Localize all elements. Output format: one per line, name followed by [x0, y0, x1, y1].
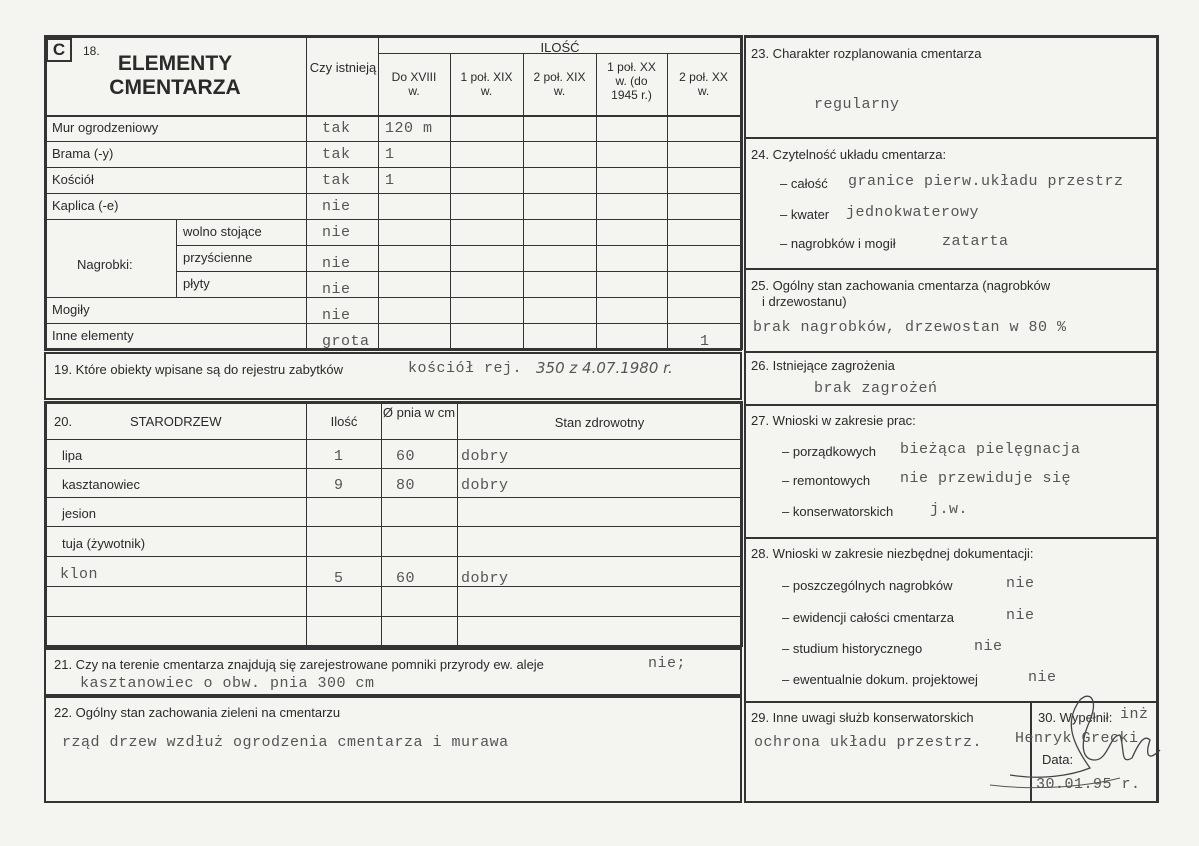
tree-name: tuja (żywotnik)	[62, 536, 146, 551]
tree-count: 1	[334, 448, 344, 465]
s23-value: regularny	[814, 96, 900, 113]
title-line-1: ELEMENTY	[117, 52, 233, 75]
grid-line	[176, 219, 177, 297]
grid-line	[44, 696, 742, 698]
list-item-label: – całość	[780, 176, 828, 191]
grid-line	[176, 245, 740, 246]
s22-value: rząd drzew wzdłuż ogrodzenia cmentarza i murawa	[62, 734, 509, 751]
s21-answer: nie;	[648, 655, 687, 672]
ilosc-header: ILOŚĆ	[540, 40, 580, 55]
element-row-value: 1	[385, 172, 395, 189]
tree-state: dobry	[461, 477, 509, 494]
grid-line	[44, 586, 740, 587]
list-item-label: – ewidencji całości cmentarza	[782, 610, 954, 625]
list-item-value: granice pierw.układu przestrz	[848, 173, 1124, 190]
grid-line	[44, 648, 742, 650]
list-item-value: nie przewiduje się	[900, 470, 1072, 487]
period-header: 2 poł. XIX w.	[533, 70, 586, 98]
list-item-label: – studium historycznego	[782, 641, 923, 656]
list-item-value: nie	[1028, 669, 1057, 686]
element-row-value: 120 m	[385, 120, 433, 137]
s30-label: 30. Wypełnił:	[1038, 710, 1113, 725]
grid-line	[744, 801, 1158, 803]
element-row-label: Kościół	[52, 172, 94, 187]
element-row-exists: tak	[322, 172, 351, 189]
col-exists-header: Czy istnieją	[309, 60, 377, 75]
s30-date: 30.01.95 r.	[1036, 776, 1141, 793]
list-item-value: bieżąca pielęgnacja	[900, 441, 1081, 458]
s20-col-diam: Ø pnia w cm	[382, 405, 456, 420]
element-row-exists: nie	[322, 307, 351, 324]
signature-icon	[970, 680, 1170, 800]
grid-line	[44, 401, 47, 647]
s30-name-1: inż	[1120, 706, 1149, 723]
element-row-label: Mogiły	[52, 302, 90, 317]
list-item-label: – remontowych	[782, 473, 871, 488]
grid-line	[44, 219, 740, 220]
tree-diam: 80	[396, 477, 416, 494]
section-letter: C	[46, 38, 72, 62]
grid-line	[744, 537, 1156, 539]
s21-line2: kasztanowiec o obw. pnia 300 cm	[80, 675, 375, 692]
list-item-value: j.w.	[930, 501, 969, 518]
grid-line	[44, 167, 740, 168]
tree-count: 9	[334, 477, 344, 494]
grid-line	[44, 556, 740, 557]
list-item-value: jednokwaterowy	[846, 204, 980, 221]
grid-line	[44, 348, 742, 351]
grid-line	[44, 352, 46, 400]
tree-name: kasztanowiec	[62, 477, 141, 492]
element-row-label: Inne elementy	[52, 328, 134, 343]
tree-count: 5	[334, 570, 344, 587]
section-title	[90, 52, 260, 100]
s30-name-2: Henryk Grecki	[1015, 730, 1139, 747]
grid-line	[457, 401, 458, 647]
list-item-value: nie	[1006, 575, 1035, 592]
grid-line	[744, 268, 1156, 270]
s20-col-count: Ilość	[330, 414, 358, 429]
nagrobki-label: Nagrobki:	[77, 257, 133, 272]
grid-line	[44, 468, 740, 469]
grid-line	[44, 141, 740, 142]
grid-line	[44, 801, 742, 803]
element-row-exists: tak	[322, 146, 351, 163]
tree-name: klon	[60, 566, 99, 583]
element-row-label: przyścienne	[183, 250, 253, 265]
list-item-label: – konserwatorskich	[782, 504, 894, 519]
grid-line	[740, 352, 742, 400]
s23-label: 23. Charakter rozplanowania cmentarza	[751, 46, 982, 61]
tree-diam: 60	[396, 570, 416, 587]
grid-line	[744, 404, 1156, 406]
period-header: 2 poł. XX w.	[679, 70, 728, 98]
period-header: Do XVIII w.	[391, 70, 437, 98]
element-row-label: Kaplica (-e)	[52, 198, 119, 213]
element-row-label: wolno stojące	[183, 224, 262, 239]
grid-line	[44, 323, 740, 324]
list-item-value: zatarta	[942, 233, 1009, 250]
grid-line	[744, 35, 1158, 38]
grid-line	[44, 297, 740, 298]
grid-line	[744, 137, 1156, 139]
grid-line	[740, 401, 743, 647]
grid-line	[744, 35, 746, 803]
s28-label: 28. Wnioski w zakresie niezbędnej dokumentacji:	[751, 546, 1034, 561]
grid-line	[44, 115, 740, 117]
list-item-label: – kwater	[780, 207, 830, 222]
element-row-label: Brama (-y)	[52, 146, 114, 161]
grid-line	[740, 648, 742, 695]
element-row-exists: grota	[322, 333, 370, 350]
s26-label: 26. Istniejące zagrożenia	[751, 358, 895, 373]
s24-label: 24. Czytelność układu cmentarza:	[751, 147, 947, 162]
s29-value: ochrona układu przestrz.	[754, 734, 983, 751]
list-item-label: – nagrobków i mogił	[780, 236, 896, 251]
element-row-exists: nie	[322, 224, 351, 241]
element-row-label: Mur ogrodzeniowy	[52, 120, 159, 135]
tree-state: dobry	[461, 448, 509, 465]
tree-name: jesion	[62, 506, 96, 521]
list-item-label: – porządkowych	[782, 444, 876, 459]
tree-diam: 60	[396, 448, 416, 465]
grid-line	[744, 351, 1156, 353]
period-header: 1 poł. XIX w.	[460, 70, 513, 98]
s20-col-state: Stan zdrowotny	[554, 415, 645, 430]
list-item-label: – poszczególnych nagrobków	[782, 578, 953, 593]
s30-date-label: Data:	[1042, 752, 1074, 767]
element-row-exists: nie	[322, 281, 351, 298]
grid-line	[44, 648, 46, 695]
grid-line	[44, 401, 742, 404]
element-row-exists: nie	[322, 255, 351, 272]
grid-line	[44, 398, 742, 400]
grid-line	[44, 696, 46, 803]
grid-line	[306, 401, 307, 647]
grid-line	[44, 526, 740, 527]
s25-value: brak nagrobków, drzewostan w 80 %	[753, 319, 1067, 336]
element-row-value: 1	[700, 333, 710, 350]
grid-line	[740, 696, 742, 803]
element-row-exists: tak	[322, 120, 351, 137]
list-item-value: nie	[974, 638, 1003, 655]
list-item-value: nie	[1006, 607, 1035, 624]
element-row-value: 1	[385, 146, 395, 163]
period-header: 1 poł. XX w. (do 1945 r.)	[607, 60, 656, 102]
title-line-2: CMENTARZA	[109, 76, 241, 99]
s20-title: STARODRZEW	[130, 414, 222, 429]
s21-label: 21. Czy na terenie cmentarza znajdują się zarejestrowane pomniki przyrody ew. aleje	[54, 657, 544, 672]
s27-label: 27. Wnioski w zakresie prac:	[751, 413, 916, 428]
grid-line	[44, 497, 740, 498]
grid-line	[176, 271, 740, 272]
s26-value: brak zagrożeń	[814, 380, 938, 397]
s20-number: 20.	[54, 414, 73, 429]
s19-handwritten: 350 z 4.07.1980 r.	[536, 359, 673, 377]
grid-line	[44, 193, 740, 194]
s29-label: 29. Inne uwagi służb konserwatorskich	[751, 710, 974, 725]
tree-name: lipa	[62, 448, 83, 463]
element-row-exists: nie	[322, 198, 351, 215]
grid-line	[740, 35, 743, 350]
section-number: 18.	[83, 44, 100, 58]
s22-label: 22. Ogólny stan zachowania zieleni na cmentarzu	[54, 705, 341, 720]
s19-typed: kościół rej.	[408, 360, 523, 377]
s25-label-2: i drzewostanu)	[762, 294, 847, 309]
s19-label: 19. Które obiekty wpisane są do rejestru zabytków	[54, 362, 344, 377]
s25-label-1: 25. Ogólny stan zachowania cmentarza (nagrobków	[751, 278, 1051, 293]
grid-line	[44, 352, 742, 354]
grid-line	[44, 35, 742, 38]
grid-line	[44, 439, 740, 440]
tree-state: dobry	[461, 570, 509, 587]
grid-line	[44, 616, 740, 617]
element-row-label: płyty	[183, 276, 210, 291]
grid-line	[381, 401, 382, 647]
list-item-label: – ewentualnie dokum. projektowej	[782, 672, 978, 687]
